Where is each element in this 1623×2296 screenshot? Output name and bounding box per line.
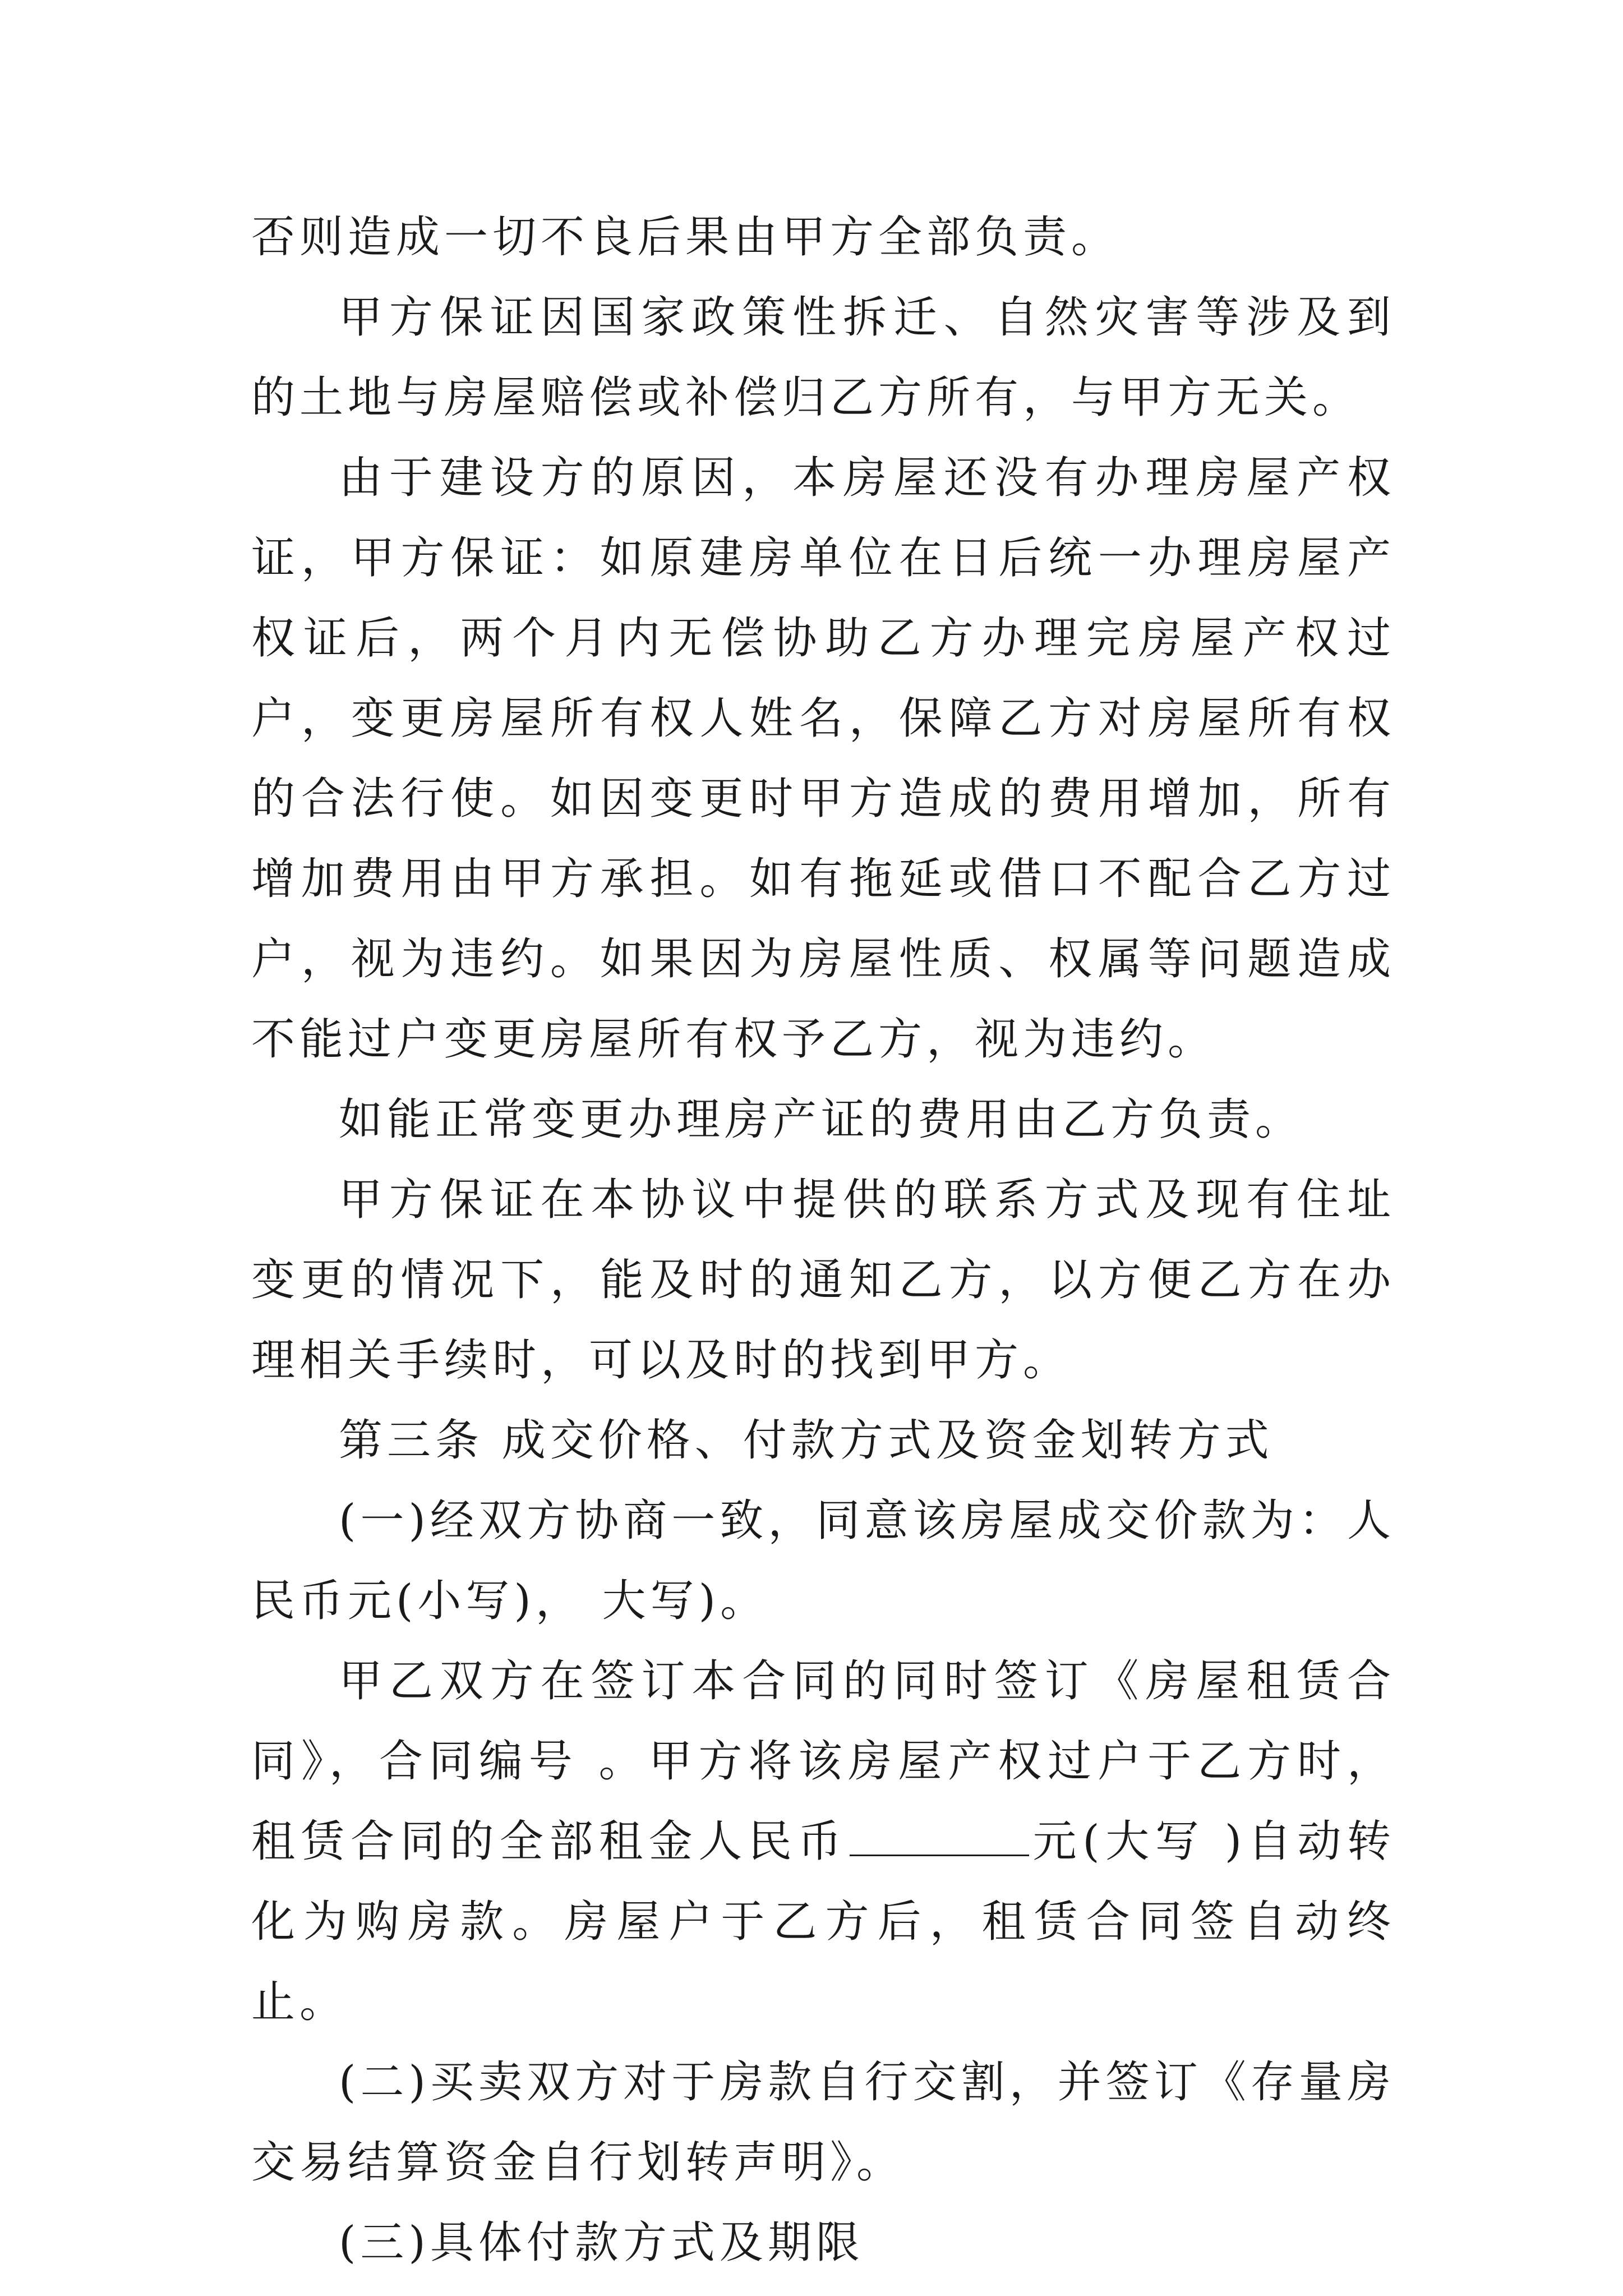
- paragraph-compensation: 甲方保证因国家政策性拆迁、自然灾害等涉及到的土地与房屋赔偿或补偿归乙方所有，与甲方无关。: [251, 292, 1395, 423]
- paragraph-price: (一)经双方协商一致，同意该房屋成交价款为：人民币元(小写)， 大写)。: [251, 1496, 1395, 1626]
- amount-blank-line: [850, 1819, 1029, 1856]
- lease-contract-text-start: 甲乙双方在签订本合同的同时签订《房屋租赁合同》，合同编号 。甲方将该房屋产权过户于乙方时，租赁合同的全部租金人民币: [251, 1656, 1395, 1867]
- lease-contract-text-end: 元(大写 )自动转化为购房款。房屋户于乙方后，租赁合同签自动终止。: [251, 1816, 1395, 2027]
- paragraph-contact-info: 甲方保证在本协议中提供的联系方式及现有住址变更的情况下，能及时的通知乙方，以方便乙方在办理相关手续时，可以及时的找到甲方。: [251, 1175, 1395, 1386]
- article-three-heading: 第三条 成交价格、付款方式及资金划转方式: [339, 1415, 1274, 1466]
- paragraph-consequence: 否则造成一切不良后果由甲方全部负责。: [251, 212, 1120, 263]
- paragraph-payment-terms: (三)具体付款方式及期限: [339, 2217, 864, 2268]
- paragraph-certificate-fee: 如能正常变更办理房产证的费用由乙方负责。: [339, 1094, 1304, 1145]
- paragraph-lease-contract: [251, 1641, 1395, 2042]
- paragraph-payment-settlement: (二)买卖双方对于房款自行交割，并签订《存量房交易结算资金自行划转声明》。: [251, 2057, 1395, 2188]
- contract-text-body: [251, 197, 1395, 2283]
- paragraph-property-certificate: 由于建设方的原因，本房屋还没有办理房屋产权证，甲方保证：如原建房单位在日后统一办理房屋产权证后，两个月内无偿协助乙方办理完房屋产权过户，变更房屋所有权人姓名，保障乙方对房屋所有权的合法行使。如因变更时甲方造成的费用增加，所有增加费用由甲方承担。如有拖延或借口不配合乙方过户，视为违约。如果因为房屋性质、权属等问题造成不能过户变更房屋所有权予乙方，视为违约。: [251, 453, 1395, 1065]
